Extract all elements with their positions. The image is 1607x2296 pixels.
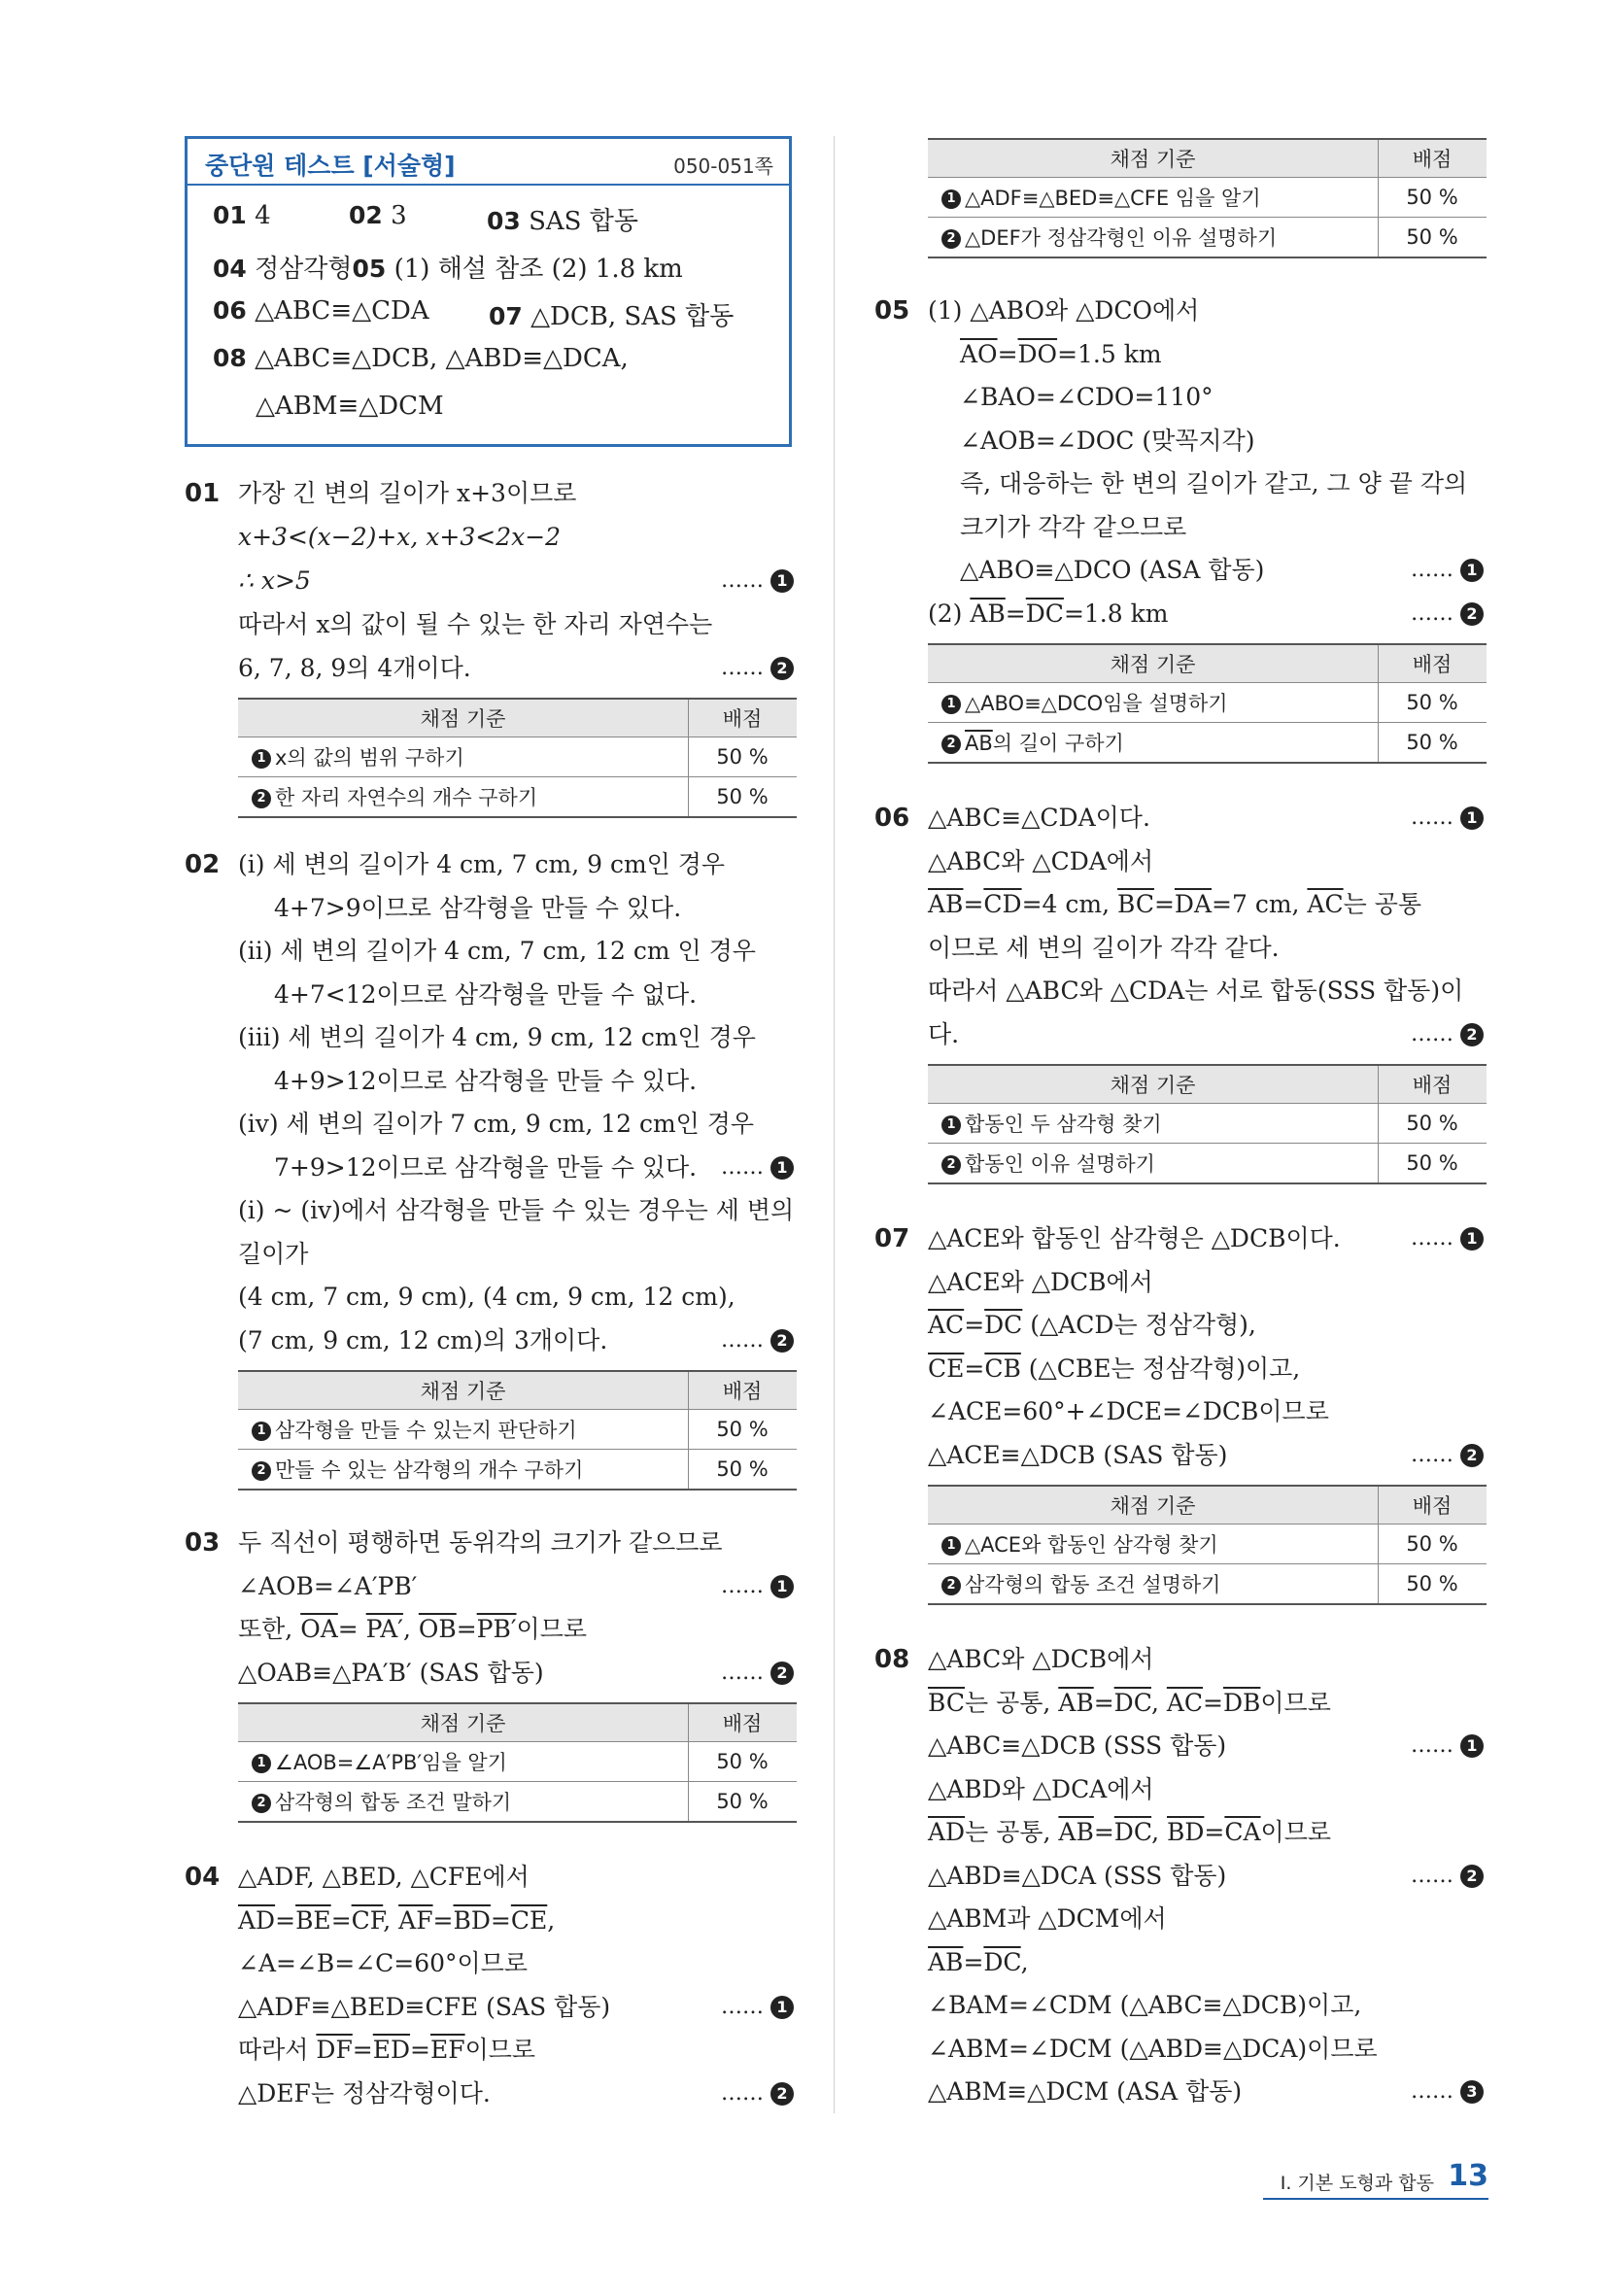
problem-number: 05 — [874, 296, 910, 326]
criteria-table — [928, 1064, 1487, 1184]
problem-number: 02 — [185, 850, 221, 879]
text-line: 7+9>12이므로 삼각형을 만들 수 있다. — [274, 1153, 698, 1182]
text-line: $\overline{AO}=\overline{DO}=1.5$ km — [960, 340, 1162, 368]
points-header: 배점 — [1379, 1486, 1487, 1525]
summary-header — [188, 139, 789, 186]
criteria-table — [928, 1485, 1487, 1605]
score-mark: …… 1 — [721, 1992, 794, 2023]
text-line: 즉, 대응하는 한 변의 길이가 같고, 그 양 끝 각의 — [960, 469, 1468, 497]
text-line: 또한, $\overline{OA}= PA'$, $\overline{OB}=PB'$이므로 — [238, 1615, 587, 1643]
text-line: 4+7>9이므로 삼각형을 만들 수 있다. — [274, 894, 682, 922]
score-mark: …… 2 — [1411, 599, 1484, 630]
text-line: (4 cm, 7 cm, 9 cm), (4 cm, 9 cm, 12 cm), — [238, 1283, 735, 1311]
text-line: (ⅰ) 세 변의 길이가 4 cm, 7 cm, 9 cm인 경우 — [238, 850, 726, 878]
points-value: 50 % — [1379, 1525, 1487, 1564]
summary-row: △ABM≡△DCM — [256, 392, 444, 421]
summary-row: 01 4 — [213, 201, 271, 230]
summary-title: 중단원 테스트 [서술형] — [205, 152, 456, 180]
text-line: 두 직선이 평행하면 동위각의 크기가 같으므로 — [238, 1528, 723, 1557]
text-line: (1) △ABO와 △DCO에서 — [928, 296, 1200, 325]
text-line: △ACE와 △DCB에서 — [928, 1268, 1153, 1296]
criteria-item: 1 △ABO≡△DCO임을 설명하기 — [928, 683, 1379, 723]
score-mark: …… 3 — [1411, 2076, 1484, 2108]
text-line: △ABC≡△DCB (SSS 합동) — [928, 1731, 1227, 1760]
points-value: 50 % — [689, 1450, 798, 1491]
text-line: (ⅳ) 세 변의 길이가 7 cm, 9 cm, 12 cm인 경우 — [238, 1110, 755, 1138]
problem-number: 04 — [185, 1863, 221, 1892]
summary-row: 02 3 — [349, 201, 407, 230]
criteria-item: 2 $\overline{AB}$의 길이 구하기 — [928, 723, 1379, 764]
text-line: ∠BAO=∠CDO=110° — [960, 383, 1214, 411]
score-mark: …… 1 — [721, 1152, 794, 1183]
score-mark: …… 1 — [721, 565, 794, 597]
text-line: 4+7<12이므로 삼각형을 만들 수 없다. — [274, 980, 698, 1009]
column-divider — [834, 136, 835, 2113]
criteria-table — [238, 698, 797, 818]
text-line: (ⅰ) ~ (ⅳ)에서 삼각형을 만들 수 있는 경우는 세 변의 — [238, 1196, 795, 1224]
text-line: ∠AOB=∠DOC (맞꼭지각) — [960, 427, 1255, 455]
score-mark: …… 2 — [1411, 1440, 1484, 1471]
text-line: △ACE와 합동인 삼각형은 △DCB이다. — [928, 1224, 1341, 1252]
criteria-item: 2 한 자리 자연수의 개수 구하기 — [238, 777, 689, 818]
text-line: △ACE≡△DCB (SAS 합동) — [928, 1441, 1228, 1469]
points-value: 50 % — [689, 1742, 798, 1782]
criteria-item: 1 △ACE와 합동인 삼각형 찾기 — [928, 1525, 1379, 1564]
summary-pages: 050-051쪽 — [673, 154, 773, 178]
criteria-item: 2 만들 수 있는 삼각형의 개수 구하기 — [238, 1450, 689, 1491]
text-line: △ADF≡△BED≡CFE (SAS 합동) — [238, 1993, 611, 2021]
criteria-item: 1 ∠AOB=∠A′PB′임을 알기 — [238, 1742, 689, 1782]
score-mark: …… 2 — [1411, 1861, 1484, 1892]
text-line: △ABM과 △DCM에서 — [928, 1904, 1167, 1933]
criteria-table — [928, 643, 1487, 764]
text-line: 크기가 각각 같으므로 — [960, 513, 1187, 541]
points-value: 50 % — [689, 777, 798, 818]
text-line: ∠AOB=∠A′PB′ — [238, 1572, 418, 1600]
summary-row: 08 △ABC≡△DCB, △ABD≡△DCA, — [213, 344, 629, 373]
text-line: △ABD와 △DCA에서 — [928, 1775, 1154, 1803]
text-line: △OAB≡△PA′B′ (SAS 합동) — [238, 1659, 544, 1687]
score-mark: …… 1 — [721, 1571, 794, 1602]
text-line: ∠BAM=∠CDM (△ABC≡△DCB)이고, — [928, 1991, 1362, 2019]
text-line: △ABD≡△DCA (SSS 합동) — [928, 1862, 1227, 1890]
text-line: (7 cm, 9 cm, 12 cm)의 3개이다. — [238, 1326, 608, 1354]
text-line: $\overline{AB}=\overline{CD}=4$ cm, $\overline{BC}=\overline{DA}=7$ cm, $\overline{AC}$는 공통 — [928, 890, 1422, 918]
criteria-table — [238, 1702, 797, 1823]
text-line: △ABO≡△DCO (ASA 합동) — [960, 556, 1265, 584]
score-mark: …… 1 — [1411, 555, 1484, 586]
text-line: △DEF는 정삼각형이다. — [238, 2079, 491, 2108]
text-line: $\overline{AC}=\overline{DC}$ (△ACD는 정삼각형), — [928, 1311, 1256, 1339]
points-value: 50 % — [1379, 1104, 1487, 1144]
criteria-item: 1 △ADF≡△BED≡△CFE 임을 알기 — [928, 178, 1379, 218]
score-mark: …… 2 — [721, 1325, 794, 1356]
text-line: 이므로 세 변의 길이가 각각 같다. — [928, 934, 1280, 962]
text-line: ∠ABM=∠DCM (△ABD≡△DCA)이므로 — [928, 2035, 1378, 2063]
points-value: 50 % — [1379, 1564, 1487, 1605]
text-line: (ⅱ) 세 변의 길이가 4 cm, 7 cm, 12 cm 인 경우 — [238, 937, 756, 965]
problem-number: 08 — [874, 1645, 910, 1674]
summary-box — [185, 136, 792, 447]
points-value: 50 % — [1379, 1144, 1487, 1184]
criteria-item: 2 합동인 이유 설명하기 — [928, 1144, 1379, 1184]
problem-number: 07 — [874, 1224, 910, 1253]
points-header: 배점 — [689, 1703, 798, 1742]
points-value: 50 % — [689, 737, 798, 777]
criteria-item: 1 합동인 두 삼각형 찾기 — [928, 1104, 1379, 1144]
footer-rule — [1263, 2198, 1488, 2200]
points-value: 50 % — [1379, 723, 1487, 764]
criteria-header: 채점 기준 — [928, 1065, 1379, 1104]
points-value: 50 % — [689, 1410, 798, 1450]
problem-number: 06 — [874, 804, 910, 833]
summary-row: 06 △ABC≡△CDA — [213, 296, 429, 326]
summary-row: 04 정삼각형05 (1) 해설 참조 (2) 1.8 km — [213, 255, 683, 284]
criteria-header: 채점 기준 — [238, 1371, 689, 1410]
summary-row: 03 SAS 합동 — [487, 207, 638, 236]
points-value: 50 % — [1379, 218, 1487, 258]
score-mark: …… 2 — [721, 653, 794, 684]
text-line: △ABM≡△DCM (ASA 합동) — [928, 2077, 1243, 2106]
text-line: 다. — [928, 1020, 960, 1048]
problem-number: 03 — [185, 1528, 221, 1558]
points-value: 50 % — [1379, 683, 1487, 723]
score-mark: …… 1 — [1411, 803, 1484, 834]
text-line: △ADF, △BED, △CFE에서 — [238, 1863, 530, 1891]
points-header: 배점 — [1379, 1065, 1487, 1104]
text-line: 가장 긴 변의 길이가 x+3이므로 — [238, 479, 577, 507]
text-line: x+3<(x−2)+x, x+3<2x−2 — [238, 523, 562, 551]
score-mark: …… 1 — [1411, 1731, 1484, 1762]
text-line: 6, 7, 8, 9의 4개이다. — [238, 654, 471, 682]
points-value: 50 % — [1379, 178, 1487, 218]
text-line: 따라서 $\overline{DF}=\overline{ED}=\overline{EF}$이므로 — [238, 2036, 536, 2064]
points-header: 배점 — [1379, 139, 1487, 178]
text-line: ∠A=∠B=∠C=60°이므로 — [238, 1949, 528, 1977]
points-header: 배점 — [1379, 644, 1487, 683]
text-line: $\overline{AB}=\overline{DC}$, — [928, 1948, 1029, 1976]
criteria-table — [238, 1370, 797, 1491]
text-line: (2) $\overline{AB}=\overline{DC}=1.8$ km — [928, 600, 1169, 628]
criteria-item: 2 △DEF가 정삼각형인 이유 설명하기 — [928, 218, 1379, 258]
points-header: 배점 — [689, 699, 798, 737]
text-line: △ABC와 △CDA에서 — [928, 847, 1154, 875]
criteria-table — [928, 138, 1487, 258]
text-line: 길이가 — [238, 1240, 309, 1268]
text-line: ∴ x>5 — [238, 566, 311, 595]
score-mark: …… 2 — [721, 1658, 794, 1689]
criteria-item: 2 삼각형의 합동 조건 말하기 — [238, 1782, 689, 1823]
text-line: (ⅲ) 세 변의 길이가 4 cm, 9 cm, 12 cm인 경우 — [238, 1023, 756, 1051]
footer-section: Ⅰ. 기본 도형과 합동 — [1280, 2173, 1434, 2194]
text-line: 4+9>12이므로 삼각형을 만들 수 있다. — [274, 1067, 698, 1095]
text-line: $\overline{AD}$는 공통, $\overline{AB}=\overline{DC}$, $\overline{BD}=\overline{CA}$이므로 — [928, 1818, 1331, 1846]
text-line: $\overline{AD}=\overline{BE}=\overline{CF}$, $\overline{AF}=\overline{BD}=\overline{CE}$, — [238, 1906, 556, 1935]
criteria-header: 채점 기준 — [238, 699, 689, 737]
score-mark: …… 2 — [1411, 1019, 1484, 1050]
text-line: ∠ACE=60°+∠DCE=∠DCB이므로 — [928, 1397, 1329, 1425]
criteria-header: 채점 기준 — [928, 644, 1379, 683]
text-line: △ABC≡△CDA이다. — [928, 804, 1150, 832]
criteria-item: 1 삼각형을 만들 수 있는지 판단하기 — [238, 1410, 689, 1450]
text-line: △ABC와 △DCB에서 — [928, 1645, 1154, 1673]
text-line: 따라서 x의 값이 될 수 있는 한 자리 자연수는 — [238, 610, 713, 638]
text-line: 따라서 △ABC와 △CDA는 서로 합동(SSS 합동)이 — [928, 977, 1464, 1005]
criteria-header: 채점 기준 — [238, 1703, 689, 1742]
text-line: $\overline{CE}=\overline{CB}$ (△CBE는 정삼각형)이고, — [928, 1354, 1301, 1383]
text-line: $\overline{BC}$는 공통, $\overline{AB}=\overline{DC}$, $\overline{AC}=\overline{DB}$이므로 — [928, 1689, 1331, 1717]
points-header: 배점 — [689, 1371, 798, 1410]
criteria-header: 채점 기준 — [928, 139, 1379, 178]
page-number: 13 — [1448, 2159, 1488, 2193]
points-value: 50 % — [689, 1782, 798, 1823]
criteria-item: 2 삼각형의 합동 조건 설명하기 — [928, 1564, 1379, 1605]
criteria-header: 채점 기준 — [928, 1486, 1379, 1525]
score-mark: …… 2 — [721, 2078, 794, 2109]
problem-number: 01 — [185, 479, 221, 508]
criteria-item: 1 x의 값의 범위 구하기 — [238, 737, 689, 777]
summary-row: 07 △DCB, SAS 합동 — [489, 302, 735, 331]
score-mark: …… 1 — [1411, 1223, 1484, 1254]
